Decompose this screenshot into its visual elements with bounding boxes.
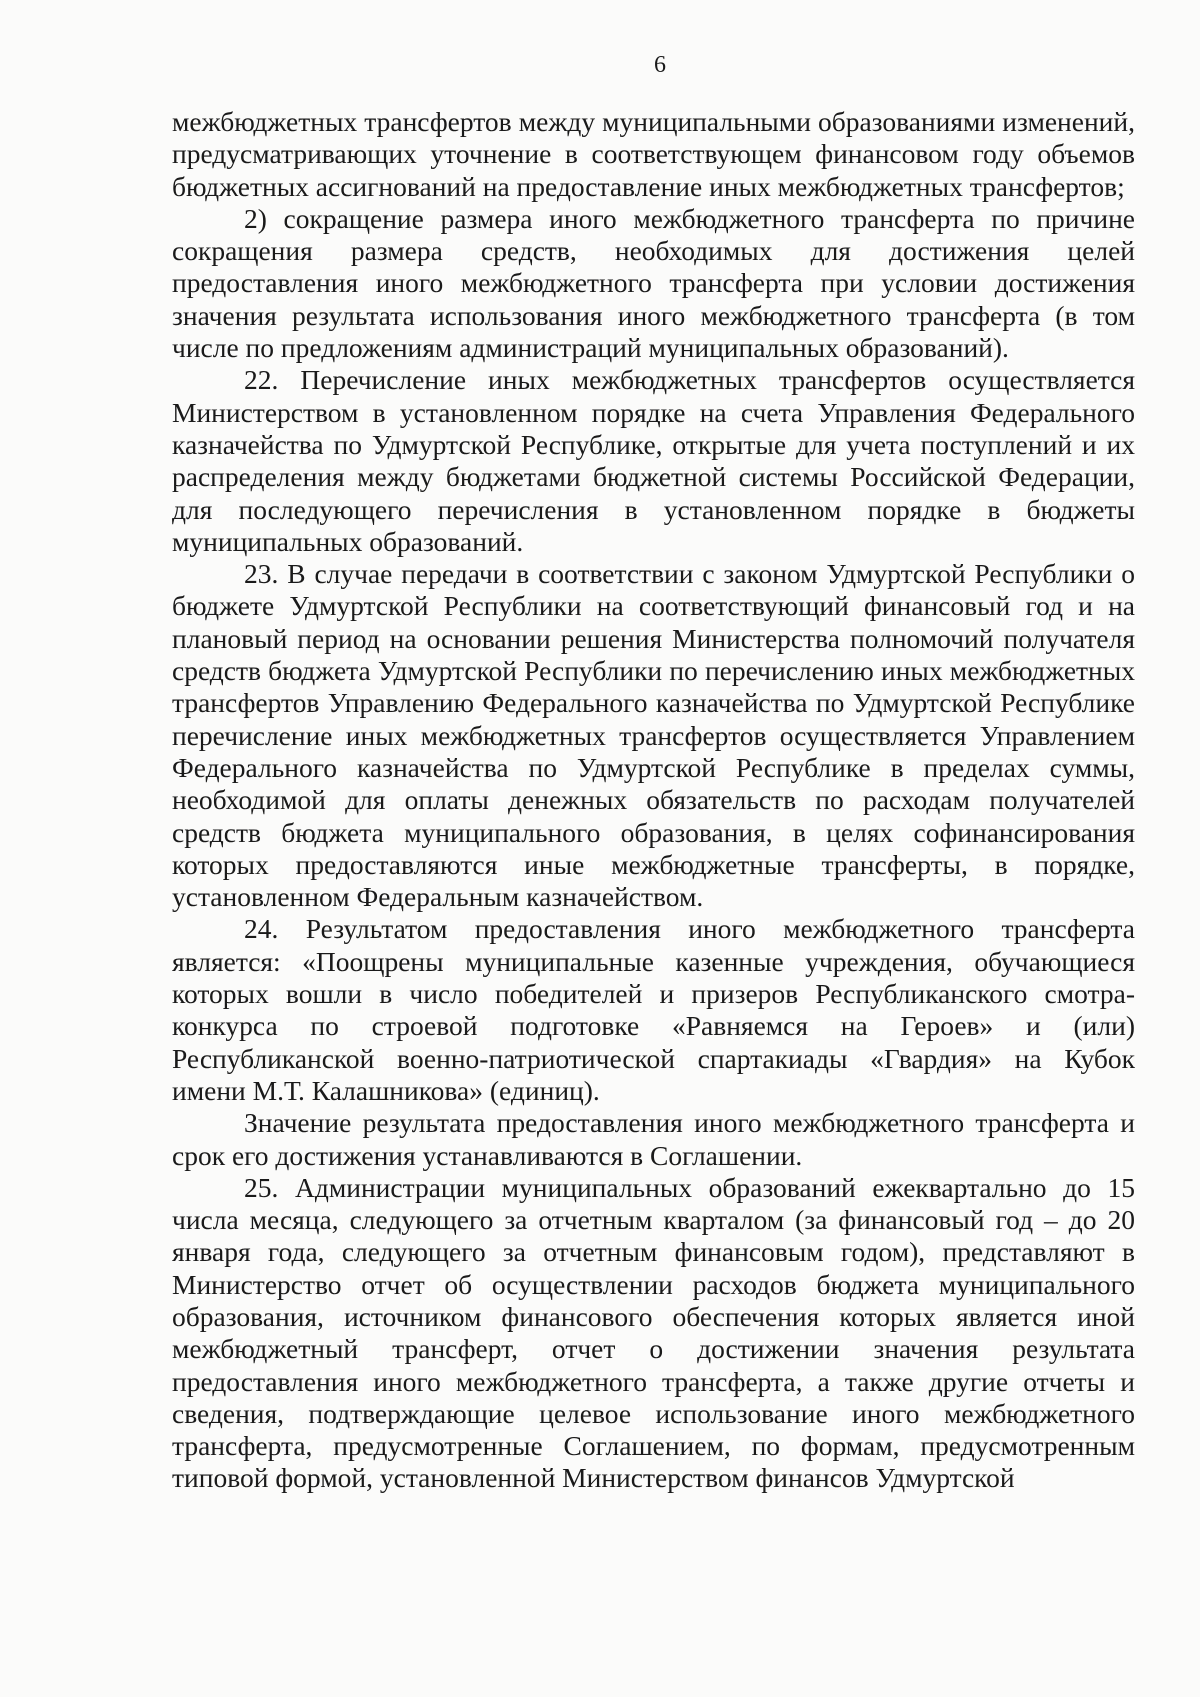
paragraph-item-2: 2) сокращение размера иного межбюджетного трансферта по причине сокращения размера средств, необходимых для достижения целей предоставления иного межбюджетного трансферта при условии достижения значения результата использования иного межбюджетного трансферта (в том числе по предложениям администраций муниципальных образований). — [172, 202, 1135, 364]
paragraph-25: 25. Администрации муниципальных образований ежеквартально до 15 числа месяца, следующего за отчетным кварталом (за финансовый год – до 20 января года, следующего за отчетным финансовым годом), представляют в Министерство отчет об осуществлении расходов бюджета муниципального образования, источником финансового обеспечения которых является иной межбюджетный трансферт, отчет о достижении значения результата предоставления иного межбюджетного трансферта, а также другие отчеты и сведения, подтверждающие целевое использование иного межбюджетного трансферта, предусмотренные Соглашением, по формам, предусмотренным типовой формой, установленной Министерством финансов Удмуртской — [172, 1171, 1135, 1494]
page-number: 6 — [654, 52, 666, 78]
paragraph-result-value: Значение результата предоставления иного межбюджетного трансферта и срок его достижения устанавливаются в Соглашении. — [172, 1107, 1135, 1171]
paragraph-continuation: межбюджетных трансфертов между муниципальными образованиями изменений, предусматривающих уточнение в соответствующем финансовом году объемов бюджетных ассигнований на предоставление иных межбюджетных трансфертов; — [172, 106, 1135, 202]
paragraph-22: 22. Перечисление иных межбюджетных трансфертов осуществляется Министерством в установленном порядке на счета Управления Федерального казначейства по Удмуртской Республике, открытые для учета поступлений и их распределения между бюджетами бюджетной системы Российской Федерации, для последующего перечисления в установленном порядке в бюджеты муниципальных образований. — [172, 364, 1135, 557]
document-body — [172, 106, 1135, 1495]
paragraph-24: 24. Результатом предоставления иного межбюджетного трансферта является: «Поощрены муниципальные казенные учреждения, обучающиеся которых вошли в число победителей и призеров Республиканского смотра-конкурса по строевой подготовке «Равняемся на Героев» и (или) Республиканской военно-патриотической спартакиады «Гвардия» на Кубок имени М.Т. Калашникова» (единиц). — [172, 913, 1135, 1106]
paragraph-23: 23. В случае передачи в соответствии с законом Удмуртской Республики о бюджете Удмуртской Республики на соответствующий финансовый год и на плановый период на основании решения Министерства полномочий получателя средств бюджета Удмуртской Республики по перечислению иных межбюджетных трансфертов Управлению Федерального казначейства по Удмуртской Республике перечисление иных межбюджетных трансфертов осуществляется Управлением Федерального казначейства по Удмуртской Республике в пределах суммы, необходимой для оплаты денежных обязательств по расходам получателей средств бюджета муниципального образования, в целях софинансирования которых предоставляются иные межбюджетные трансферты, в порядке, установленном Федеральным казначейством. — [172, 558, 1135, 913]
